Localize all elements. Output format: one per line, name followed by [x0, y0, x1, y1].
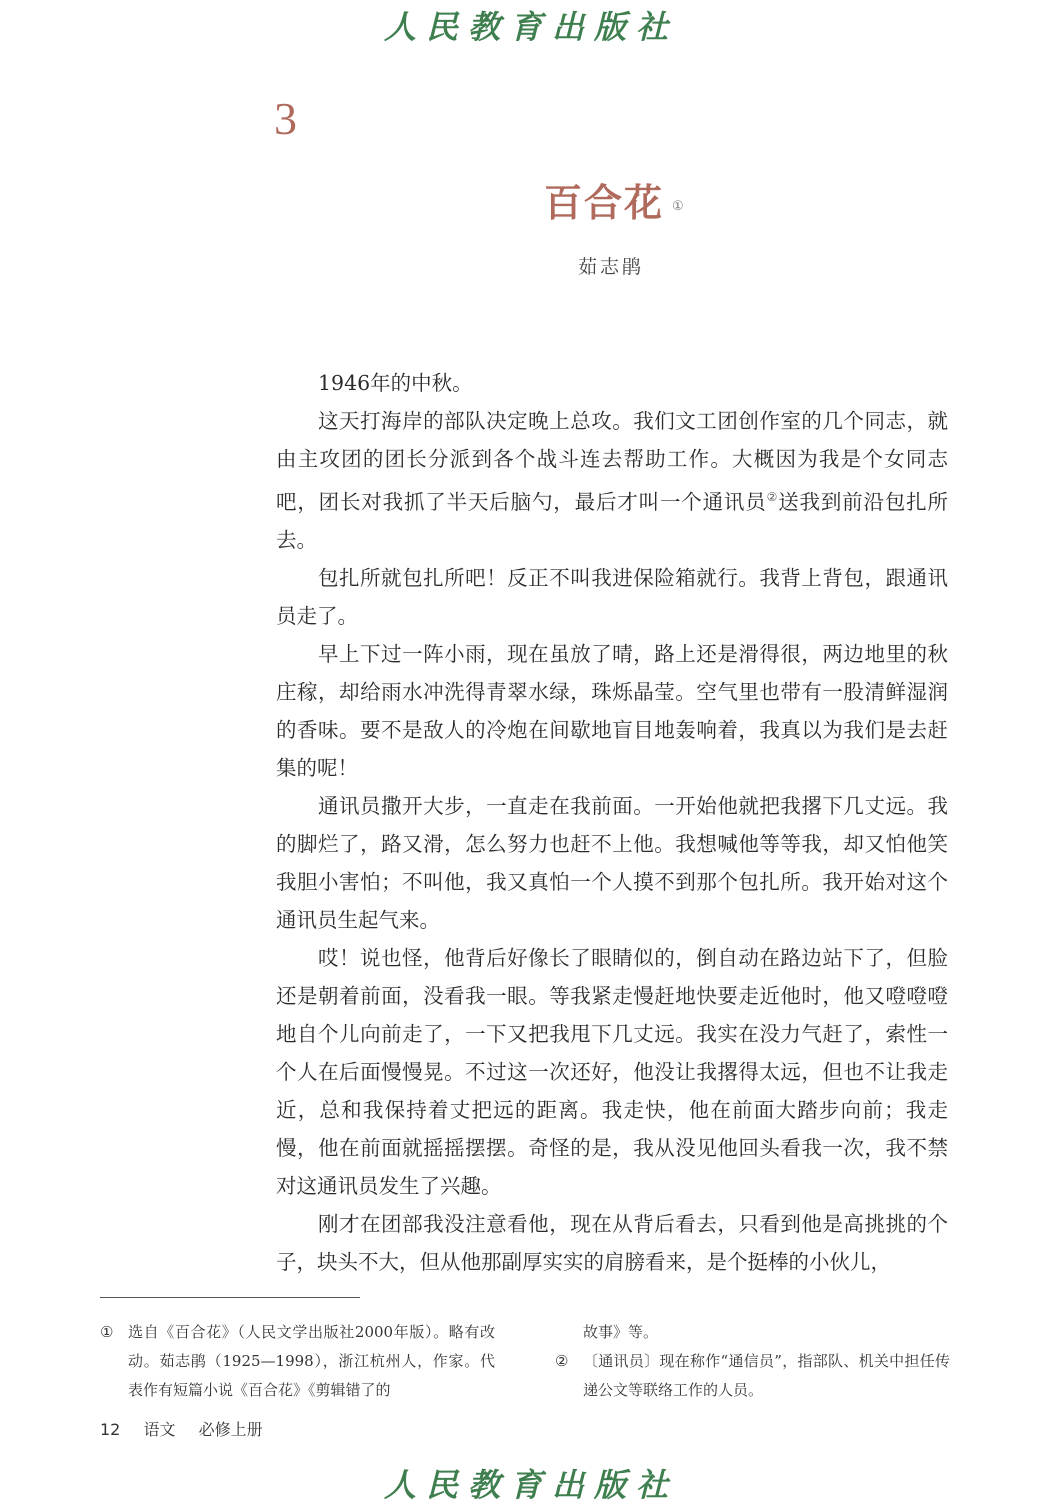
- footnote-2: [555, 1347, 950, 1405]
- footnotes-right-column: [555, 1318, 950, 1405]
- footnote-mark: ①: [100, 1323, 114, 1341]
- paragraph-text: 这天打海岸的部队决定晚上总攻。我们文工团创作室的几个同志，就由主攻团的团长分派到各个战斗连去帮助工作。大概因为我是个女同志吧，团长对我抓了半天后脑勺，最后才叫一个通讯员: [276, 409, 948, 514]
- paragraph: 通讯员撒开大步，一直走在我前面。一开始他就把我撂下几丈远。我的脚烂了，路又滑，怎么努力也赶不上他。我想喊他等等我，却又怕他笑我胆小害怕；不叫他，我又真怕一个人摸不到那个包扎所。我开始对这个通讯员生起气来。: [276, 793, 948, 932]
- author-name: 茹志鹃: [578, 256, 645, 278]
- lesson-number: 3: [274, 93, 297, 144]
- paragraph: 早上下过一阵小雨，现在虽放了晴，路上还是滑得很，两边地里的秋庄稼，却给雨水冲洗得青翠水绿，珠烁晶莹。空气里也带有一股清鲜湿润的香味。要不是敌人的冷炮在间歇地盲目地轰响着，我真以为我们是去赶集的呢！: [276, 641, 948, 780]
- page-number: 12: [100, 1420, 121, 1439]
- footnote-mark: ②: [555, 1352, 569, 1370]
- footnote-marker[interactable]: ②: [766, 490, 779, 504]
- title-block: [544, 172, 684, 227]
- paragraph: 刚才在团部我没注意看他，现在从背后看去，只看到他是高挑挑的个子，块头不大，但从他那副厚实实的肩膀看来，是个挺棒的小伙儿，: [276, 1211, 948, 1274]
- page-title: 百合花: [544, 180, 665, 225]
- paragraph: [276, 402, 948, 559]
- footnotes-left-column: [100, 1318, 495, 1405]
- volume-label: 必修上册: [198, 1420, 263, 1439]
- page-footer: [100, 1417, 281, 1440]
- paragraph: 1946年的中秋。: [318, 371, 473, 395]
- title-footnote-marker[interactable]: ①: [672, 198, 684, 214]
- footnote-1: [100, 1318, 495, 1405]
- footnote-text: 〔通讯员〕现在称作“通信员”，指部队、机关中担任传递公文等联络工作的人员。: [583, 1352, 950, 1399]
- paragraph: 哎！说也怪，他背后好像长了眼睛似的，倒自动在路边站下了，但脸还是朝着前面，没看我一眼。等我紧走慢赶地快要走近他时，他又噔噔噔地自个儿向前走了，一下又把我甩下几丈远。我实在没力气赶了，索性一个人在后面慢慢晃。不过这一次还好，他没让我撂得太远，但也不让我走近，总和我保持着丈把远的距离。我走快，他在前面大踏步向前；我走慢，他在前面就摇摇摆摆。奇怪的是，我从没见他回头看我一次，我不禁对这通讯员发生了兴趣。: [276, 945, 948, 1198]
- subject-label: 语文: [143, 1420, 176, 1439]
- paragraph-text: 送我到前沿包扎所去。: [276, 489, 948, 552]
- footnote-divider: [100, 1297, 360, 1298]
- paragraph: 包扎所就包扎所吧！反正不叫我进保险箱就行。我背上背包，跟通讯员走了。: [276, 565, 948, 628]
- footnote-1-continued: 故事》等。: [583, 1323, 659, 1341]
- publisher-logo-bottom: 人民教育出版社: [383, 1466, 678, 1504]
- footnote-text: 选自《百合花》（人民文学出版社2000年版）。略有改动。茹志鹃（1925—1998），浙江杭州人，作家。代表作有短篇小说《百合花》《剪辑错了的: [128, 1323, 495, 1399]
- body-text: [276, 364, 948, 1281]
- publisher-logo-top: 人民教育出版社: [383, 8, 678, 46]
